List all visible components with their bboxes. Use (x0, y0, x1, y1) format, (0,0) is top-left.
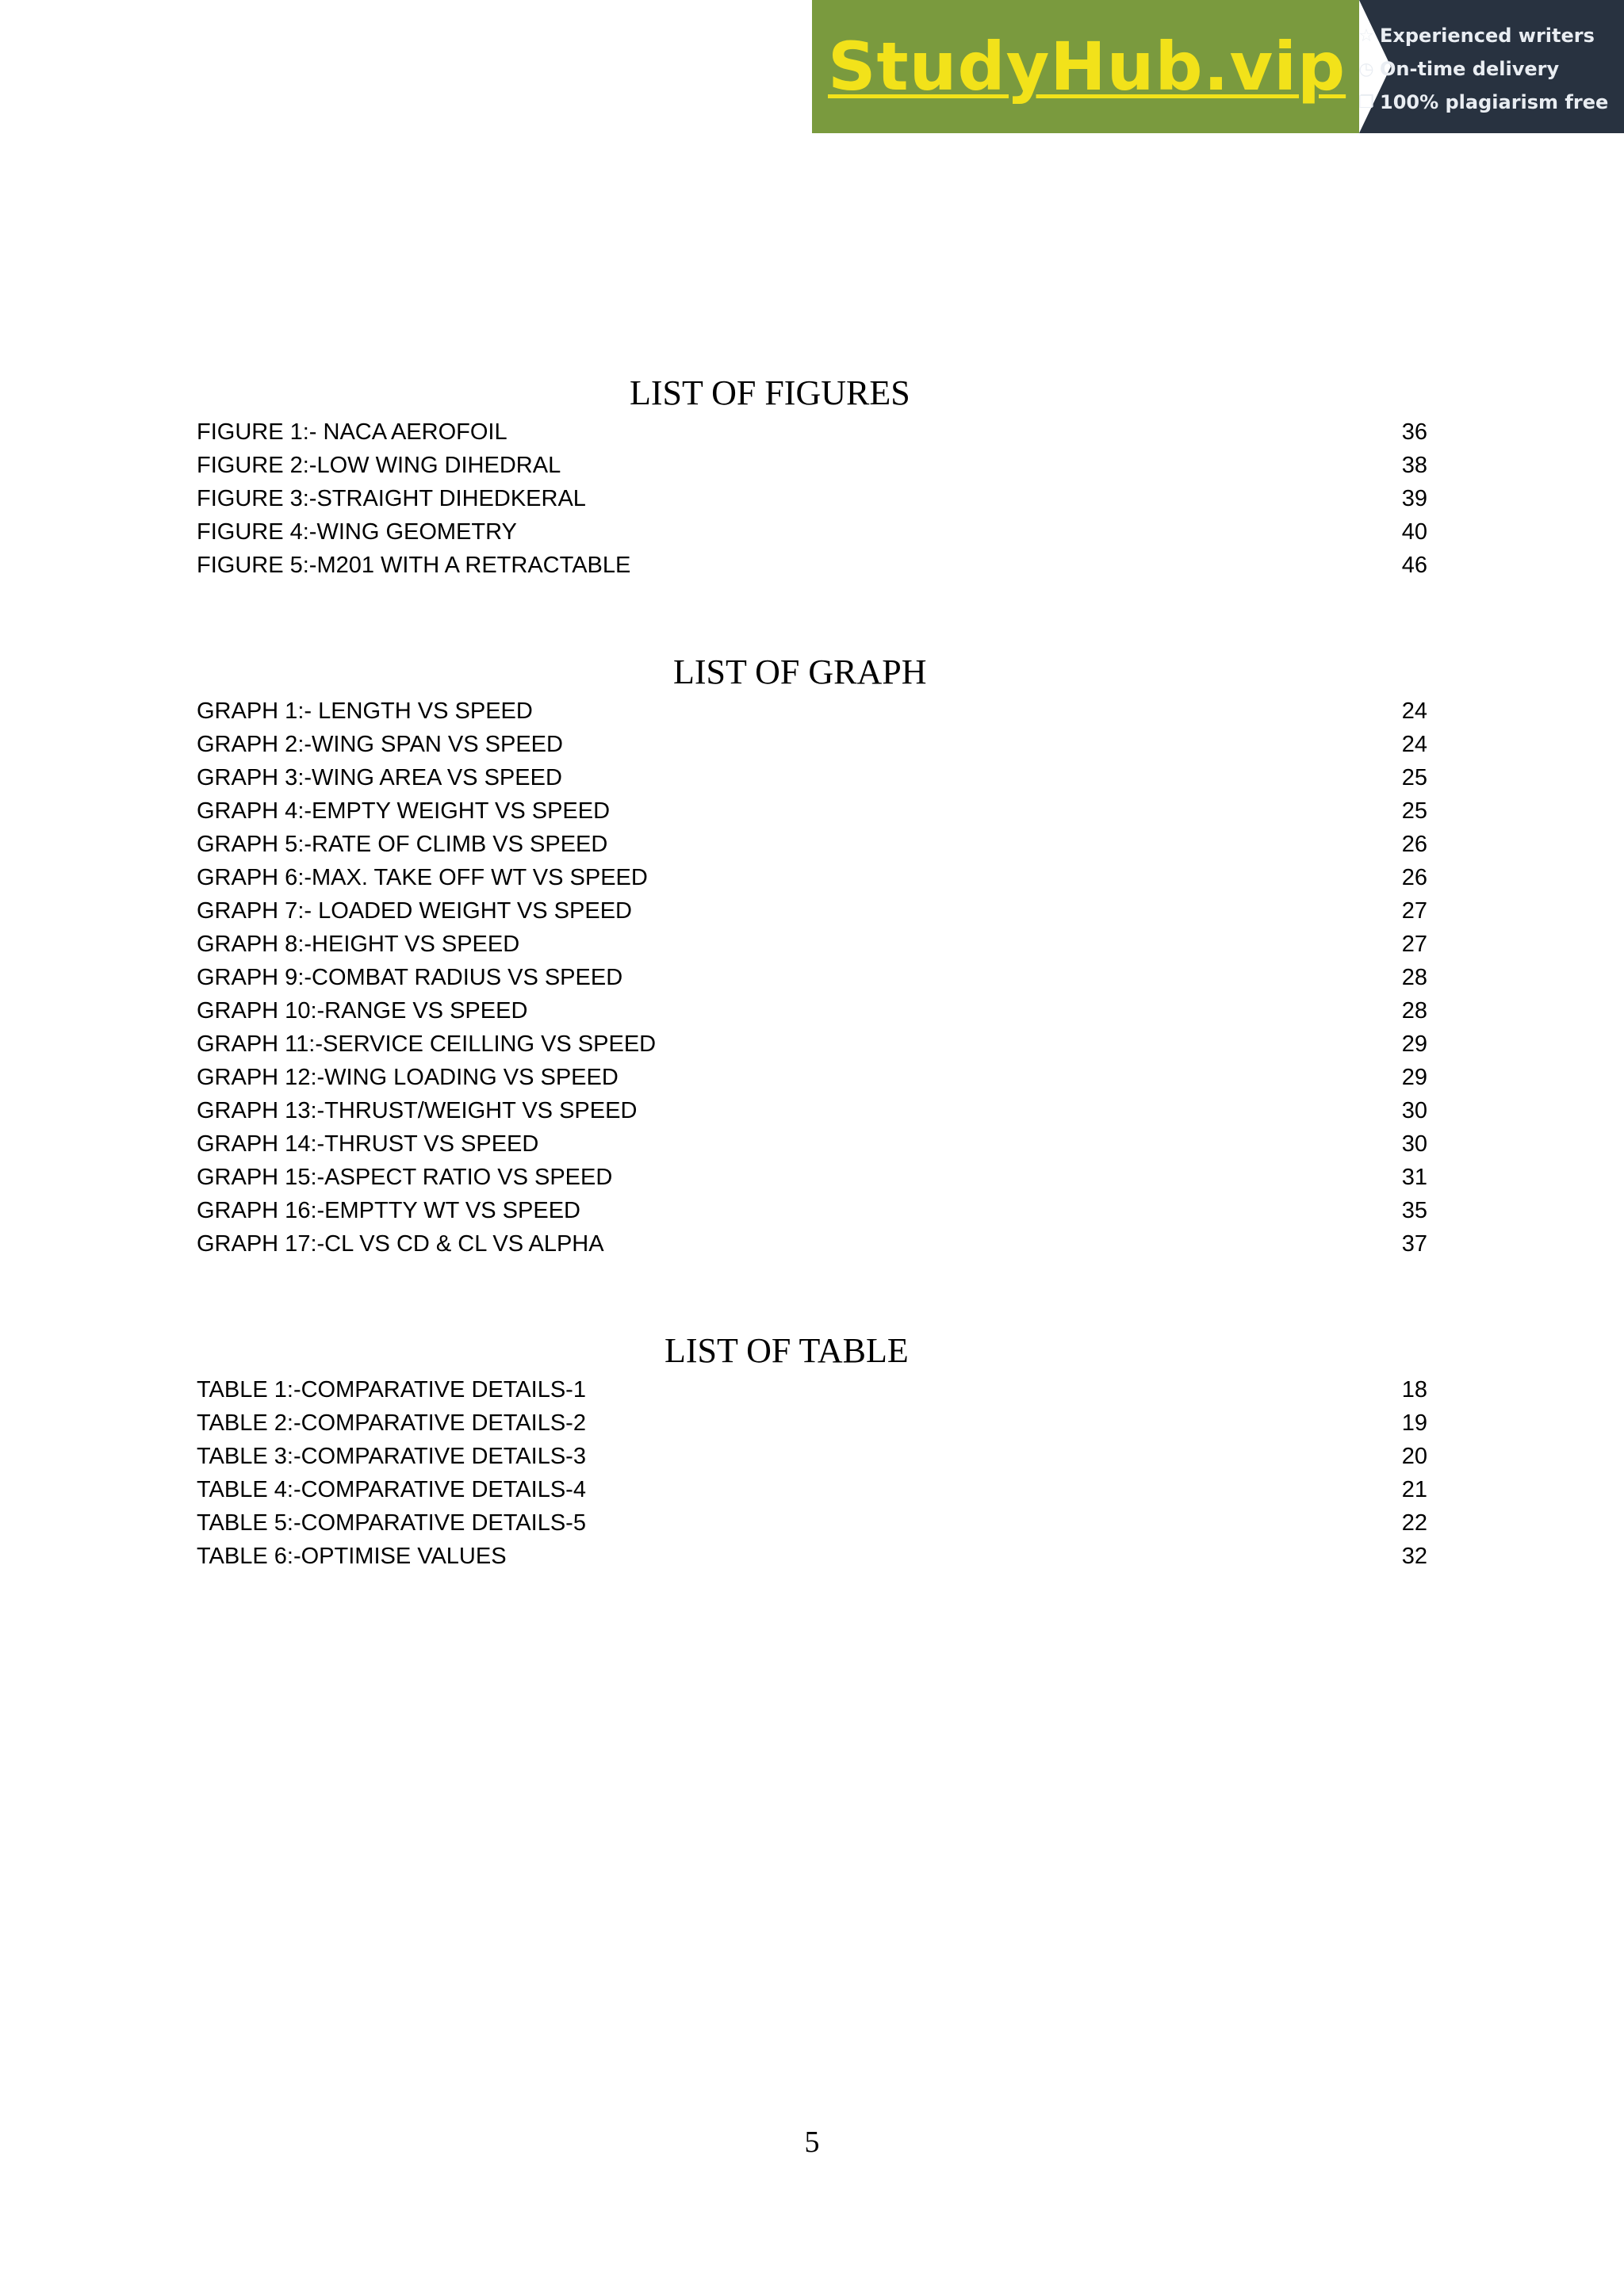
feature-text: On-time delivery (1380, 58, 1560, 80)
item-page: 24 (1401, 731, 1427, 757)
item-label: GRAPH 11:-SERVICE CEILLING VS SPEED (197, 1031, 657, 1057)
list-of-table-title: LIST OF TABLE (665, 1331, 909, 1370)
list-item (197, 482, 1427, 515)
list-item (197, 728, 1427, 761)
item-label: FIGURE 4:-WING GEOMETRY (197, 519, 517, 545)
feature-text: Experienced writers (1380, 25, 1595, 47)
item-label: GRAPH 15:-ASPECT RATIO VS SPEED (197, 1164, 613, 1190)
feature-text: 100% plagiarism free (1380, 91, 1609, 113)
copy-icon: ❐ (1358, 92, 1374, 113)
list-item (197, 415, 1427, 449)
feature-experienced-writers (1356, 19, 1618, 52)
clock-icon: ◷ (1358, 59, 1374, 79)
item-page: 26 (1401, 831, 1427, 857)
list-item (197, 1473, 1427, 1506)
feature-plagiarism-free (1356, 86, 1618, 119)
item-label: TABLE 4:-COMPARATIVE DETAILS-4 (197, 1476, 586, 1502)
list-item (197, 794, 1427, 828)
list-item (197, 1540, 1427, 1573)
studyhub-banner[interactable] (812, 0, 1624, 133)
item-label: GRAPH 12:-WING LOADING VS SPEED (197, 1064, 619, 1090)
item-label: GRAPH 13:-THRUST/WEIGHT VS SPEED (197, 1097, 638, 1123)
list-item (197, 1373, 1427, 1406)
list-item (197, 1094, 1427, 1127)
item-page: 18 (1401, 1376, 1427, 1402)
list-item (197, 695, 1427, 728)
list-item (197, 828, 1427, 861)
graphs-list (197, 695, 1427, 1261)
feature-on-time-delivery (1356, 52, 1618, 86)
item-page: 39 (1401, 485, 1427, 511)
item-label: FIGURE 2:-LOW WING DIHEDRAL (197, 452, 561, 478)
item-page: 35 (1401, 1197, 1427, 1223)
item-page: 19 (1401, 1410, 1427, 1436)
item-label: TABLE 3:-COMPARATIVE DETAILS-3 (197, 1443, 586, 1469)
item-page: 37 (1401, 1230, 1427, 1257)
list-item (197, 928, 1427, 961)
item-page: 27 (1401, 897, 1427, 924)
item-page: 32 (1401, 1543, 1427, 1569)
item-label: TABLE 5:-COMPARATIVE DETAILS-5 (197, 1510, 586, 1536)
item-label: TABLE 2:-COMPARATIVE DETAILS-2 (197, 1410, 586, 1436)
list-item (197, 1406, 1427, 1440)
item-page: 40 (1401, 519, 1427, 545)
item-label: GRAPH 17:-CL VS CD & CL VS ALPHA (197, 1230, 604, 1257)
figures-list (197, 415, 1427, 582)
list-item (197, 449, 1427, 482)
item-page: 25 (1401, 764, 1427, 790)
item-label: GRAPH 16:-EMPTTY WT VS SPEED (197, 1197, 580, 1223)
item-label: GRAPH 4:-EMPTY WEIGHT VS SPEED (197, 798, 611, 824)
studyhub-logo[interactable]: StudyHub.vip (828, 28, 1346, 105)
item-page: 36 (1401, 419, 1427, 445)
item-label: GRAPH 1:- LENGTH VS SPEED (197, 698, 533, 724)
list-of-figures-title: LIST OF FIGURES (630, 373, 910, 412)
item-label: GRAPH 14:-THRUST VS SPEED (197, 1131, 539, 1157)
list-item (197, 1061, 1427, 1094)
item-page: 25 (1401, 798, 1427, 824)
list-item (197, 1194, 1427, 1227)
item-page: 29 (1401, 1064, 1427, 1090)
item-page: 26 (1401, 864, 1427, 890)
item-label: GRAPH 2:-WING SPAN VS SPEED (197, 731, 563, 757)
list-item (197, 549, 1427, 582)
list-item (197, 994, 1427, 1027)
tables-list (197, 1373, 1427, 1573)
item-page: 27 (1401, 931, 1427, 957)
item-label: FIGURE 3:-STRAIGHT DIHEDKERAL (197, 485, 586, 511)
item-label: GRAPH 7:- LOADED WEIGHT VS SPEED (197, 897, 632, 924)
list-item (197, 1440, 1427, 1473)
item-page: 20 (1401, 1443, 1427, 1469)
item-label: GRAPH 10:-RANGE VS SPEED (197, 997, 528, 1024)
list-item (197, 1506, 1427, 1540)
item-label: GRAPH 8:-HEIGHT VS SPEED (197, 931, 520, 957)
item-page: 30 (1401, 1097, 1427, 1123)
item-label: FIGURE 1:- NACA AEROFOIL (197, 419, 508, 445)
item-page: 24 (1401, 698, 1427, 724)
list-item (197, 1161, 1427, 1194)
item-label: TABLE 6:-OPTIMISE VALUES (197, 1543, 507, 1569)
item-page: 29 (1401, 1031, 1427, 1057)
item-label: FIGURE 5:-M201 WITH A RETRACTABLE (197, 552, 631, 578)
list-item (197, 961, 1427, 994)
list-of-graph-title: LIST OF GRAPH (673, 652, 927, 691)
item-label: GRAPH 3:-WING AREA VS SPEED (197, 764, 562, 790)
item-page: 21 (1401, 1476, 1427, 1502)
banner-features (1356, 19, 1618, 119)
list-item (197, 861, 1427, 894)
item-page: 31 (1401, 1164, 1427, 1190)
list-item (197, 515, 1427, 549)
list-item (197, 1027, 1427, 1061)
item-label: GRAPH 5:-RATE OF CLIMB VS SPEED (197, 831, 608, 857)
list-item (197, 761, 1427, 794)
list-item (197, 1127, 1427, 1161)
item-label: GRAPH 6:-MAX. TAKE OFF WT VS SPEED (197, 864, 648, 890)
item-page: 38 (1401, 452, 1427, 478)
list-item (197, 1227, 1427, 1261)
item-label: GRAPH 9:-COMBAT RADIUS VS SPEED (197, 964, 623, 990)
page-number: 5 (804, 2126, 820, 2159)
item-page: 28 (1401, 964, 1427, 990)
item-page: 30 (1401, 1131, 1427, 1157)
item-label: TABLE 1:-COMPARATIVE DETAILS-1 (197, 1376, 586, 1402)
star-outline-icon: ☆ (1358, 25, 1374, 46)
item-page: 46 (1401, 552, 1427, 578)
list-item (197, 894, 1427, 928)
item-page: 22 (1401, 1510, 1427, 1536)
item-page: 28 (1401, 997, 1427, 1024)
